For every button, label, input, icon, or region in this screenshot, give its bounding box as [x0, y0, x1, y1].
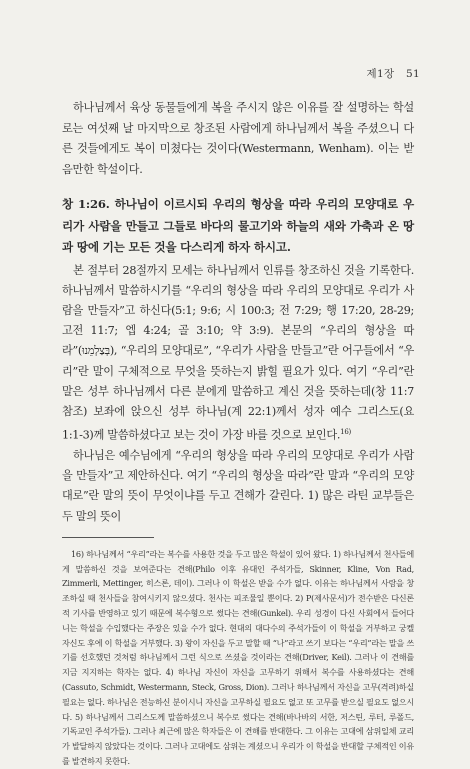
- body-paragraph-2-text: 본 절부터 28절까지 모세는 하나님께서 인류를 창조하신 것을 기록한다. 하나님께서 말씀하시기를 “우리의 형상을 따라 우리의 모양대로 우리가 사람을 만들자”고 하신다(5:1; 9:6; 시 100:3; 전 7:29; 행 17:20, 28-29; 고전 11:7; 엡 4:24; 골 3:10; 약 3:9). 본문의 “우리의 형상을 따라”(בְּצַלְמֵנוּ), “우리의 모양대로”, “우리가 사람을 만들고”란 어구들에서 “우리”란 말이 구체적으로 무엇을 뜻하는지 밝힐 필요가 있다. 여기 “우리”란 말은 성부 하나님께서 다른 분에게 말씀하고 계신 것을 뜻하는데(창 11:7 참조) 보좌에 앉으신 성부 하나님(계 22:1)께서 성자 예수 그리스도(요 1:1-3)께 말씀하셨다고 보는 것이 가장 바를 것으로 보인다.: [62, 263, 414, 442]
- footnote-separator: [62, 537, 154, 538]
- page-body: [62, 98, 414, 769]
- page-number: 51: [406, 68, 420, 80]
- running-header: [367, 66, 420, 81]
- chapter-label: 제1장: [366, 68, 395, 80]
- body-paragraph-1: 하나님께서 육상 동물들에게 복을 주시지 않은 이유를 잘 설명하는 학설로는 여섯째 날 마지막으로 창조된 사람에게 하나님께서 복을 주셨으니 다른 것들에게도 복이 미쳤다는 것이다(Westermann, Wenham). 이는 받음만한 학설이다.: [62, 101, 414, 176]
- verse-heading: 창 1:26. 하나님이 이르시되 우리의 형상을 따라 우리의 모양대로 우리가 사람을 만들고 그들로 바다의 물고기와 하늘의 새와 가축과 온 땅과 땅에 기는 모든 것을 다스리게 하자 하시고.: [62, 197, 414, 254]
- body-paragraph-2: [62, 261, 414, 447]
- body-paragraph-3: 하나님은 예수님에게 “우리의 형상을 따라 우리의 모양대로 우리가 사람을 만들자”고 제안하신다. 여기 “우리의 형상을 따라”란 말과 “우리의 모양대로”란 말의 뜻이 무엇이냐를 두고 견해가 갈린다. 1) 많은 라틴 교부들은 두 말의 뜻이: [62, 449, 414, 523]
- footnote-16: 16) 하나님께서 “우리”라는 복수를 사용한 것을 두고 많은 학설이 있어 왔다. 1) 하나님께서 천사들에게 말씀하신 것을 보여준다는 견해(Philo 이후 유대인 주석가들, Skinner, Kline, Von Rad, Zimmerli, Mettinger, 히스론, 데이). 그러나 이 학설은 받을 수가 없다. 이유는 하나님께서 사람을 창조하실 때 천사들을 참여시키지 않으셨다. 천사는 피조물일 뿐이다. 2) P(제사문서)가 전수받은 다신론적 기사를 반영하고 있기 때문에 복수형으로 썼다는 견해(Gunkel). 우리 성경이 다신 사회에서 들어다니는 학설을 수입했다는 주장은 있을 수가 없다. 현대의 대다수의 주석가들이 이 학설을 거부하고 궁켈 자신도 후에 이 학설을 거부했다. 3) 왕이 자신을 두고 말할 때 “나”라고 쓰기 보다는 “우리”라는 말을 쓰기를 선호했던 것처럼 하나님께서 그런 식으로 쓰셨을 것이라는 견해(Driver, Keil). 그러나 이 견해를 지금 지지하는 학자는 없다. 4) 하나님 자신이 자신을 고무하기 위해서 복수를 사용하셨다는 견해(Cassuto, Schmidt, Westermann, Steck, Gross, Dion). 그러나 하나님께서 자신을 고무(격려)하실 필요는 없다. 하나님은 전능하신 분이시니 자신을 고무하실 필요도 없고 또 고무를 받으실 필요도 없으시다. 5) 하나님께서 그리스도께 말씀하셨으니 복수로 썼다는 견해(바나바의 서한, 저스틴, 루터, 루폴드, 기독교인 주석가들). 그러나 최근에 많은 학자들은 이 견해를 반대한다. 그 이유는 고대에 삼위일체 교리가 발달하지 않았다는 것이다. 그러나 고대에도 삼위는 계셨으니 우리가 이 학설을 반대할 구체적인 이유를 발견하지 못한다.: [62, 548, 414, 767]
- footnote-ref-16: 16): [340, 428, 351, 437]
